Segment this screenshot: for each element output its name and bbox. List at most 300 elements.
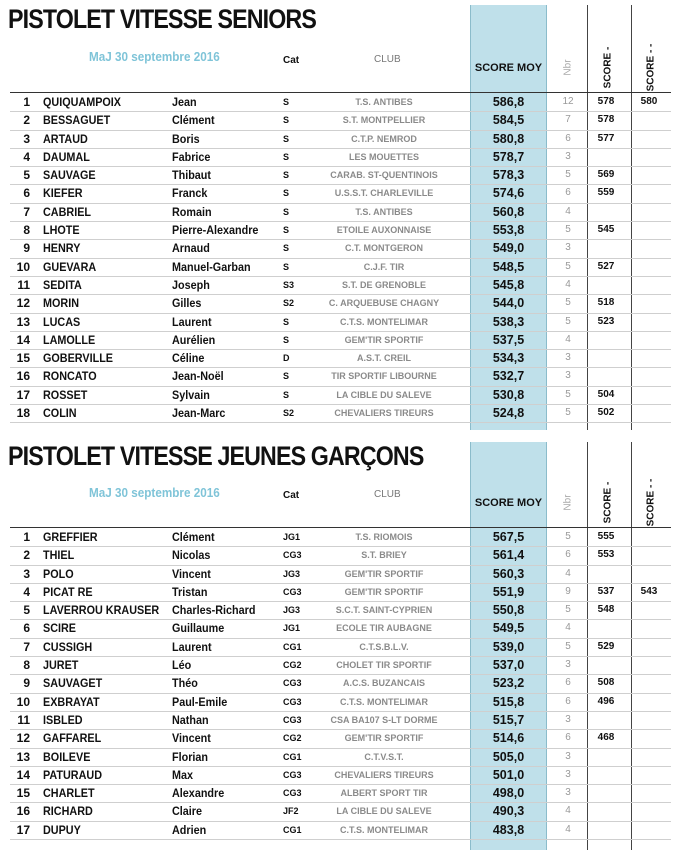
firstname-cell: Tristan xyxy=(172,584,208,599)
table-row xyxy=(0,584,677,602)
table-row xyxy=(0,749,677,767)
rank-cell: 16 xyxy=(16,369,30,384)
club-cell: GEM'TIR SPORTIF xyxy=(344,586,424,597)
firstname-cell: Laurent xyxy=(172,314,212,329)
score-moy-cell: 548,5 xyxy=(492,259,525,274)
nbr-cell: 7 xyxy=(565,114,571,126)
club-cell: A.C.S. BUZANCAIS xyxy=(342,678,425,689)
category-cell: CG3 xyxy=(283,678,302,689)
category-cell: S xyxy=(283,133,290,144)
club-cell: S.T. BRIEY xyxy=(361,550,407,561)
header-club: CLUB xyxy=(374,489,401,500)
category-cell: S xyxy=(283,389,290,400)
surname-cell: LHOTE xyxy=(43,223,80,238)
category-cell: CG2 xyxy=(283,733,302,744)
club-cell: LA CIBLE DU SALEVE xyxy=(336,806,432,817)
nbr-cell: 4 xyxy=(565,622,571,634)
header-score-2: SCORE - - xyxy=(645,478,657,527)
rank-cell: 6 xyxy=(23,186,30,201)
table-row xyxy=(0,149,677,167)
nbr-cell: 5 xyxy=(565,407,571,419)
surname-cell: CHARLET xyxy=(43,786,95,801)
score-2-cell: 580 xyxy=(640,96,658,107)
rank-cell: 18 xyxy=(16,406,30,421)
club-cell: S.C.T. SAINT-CYPRIEN xyxy=(335,605,433,616)
firstname-cell: Adrien xyxy=(172,822,207,837)
firstname-cell: Arnaud xyxy=(172,241,210,256)
nbr-cell: 3 xyxy=(565,750,571,762)
surname-cell: CABRIEL xyxy=(43,204,92,219)
surname-cell: LAVERROU KRAUSER xyxy=(43,603,160,618)
nbr-cell: 6 xyxy=(565,132,571,144)
nbr-cell: 3 xyxy=(565,352,571,364)
firstname-cell: Vincent xyxy=(172,731,211,746)
surname-cell: PATURAUD xyxy=(43,767,103,782)
club-cell: CHEVALIERS TIREURS xyxy=(334,769,434,780)
rank-cell: 9 xyxy=(23,676,30,691)
score-moy-cell: 580,8 xyxy=(492,131,525,146)
surname-cell: HENRY xyxy=(43,241,81,256)
rank-cell: 16 xyxy=(16,804,30,819)
club-cell: C. ARQUEBUSE CHAGNY xyxy=(328,298,440,309)
category-cell: S3 xyxy=(283,279,295,290)
rank-cell: 13 xyxy=(16,749,30,764)
table-row xyxy=(0,387,677,405)
score-moy-cell: 560,3 xyxy=(492,566,525,581)
firstname-cell: Nicolas xyxy=(172,548,211,563)
rank-cell: 8 xyxy=(23,223,30,238)
rank-cell: 1 xyxy=(23,530,30,544)
table-row xyxy=(0,259,677,277)
score-1-cell: 569 xyxy=(597,169,615,181)
surname-cell: THIEL xyxy=(43,548,75,563)
category-cell: S xyxy=(283,243,290,254)
firstname-cell: Pierre-Alexandre xyxy=(172,223,259,238)
table-row xyxy=(0,602,677,620)
table-row xyxy=(0,350,677,368)
nbr-cell: 4 xyxy=(565,333,571,345)
score-moy-cell: 501,0 xyxy=(492,767,525,782)
category-cell: CG1 xyxy=(283,751,302,762)
firstname-cell: Charles-Richard xyxy=(172,603,256,618)
table-row xyxy=(0,657,677,675)
firstname-cell: Vincent xyxy=(172,566,211,581)
rank-cell: 3 xyxy=(23,566,30,581)
firstname-cell: Claire xyxy=(172,804,203,819)
table-row xyxy=(0,694,677,712)
nbr-cell: 5 xyxy=(565,260,571,272)
category-cell: S xyxy=(283,334,290,345)
rank-cell: 9 xyxy=(23,241,30,256)
category-cell: CG1 xyxy=(283,641,302,652)
rank-cell: 3 xyxy=(23,131,30,146)
score-moy-cell: 524,8 xyxy=(492,406,525,421)
score-moy-cell: 539,0 xyxy=(492,639,525,654)
club-cell: C.T.S. MONTELIMAR xyxy=(340,316,428,327)
table-row xyxy=(0,405,677,423)
firstname-cell: Aurélien xyxy=(172,332,216,347)
table-row xyxy=(0,332,677,350)
rank-cell: 5 xyxy=(23,603,30,618)
score-moy-cell: 549,0 xyxy=(492,241,525,256)
score-moy-cell: 515,7 xyxy=(492,712,525,727)
surname-cell: POLO xyxy=(43,566,74,581)
firstname-cell: Léo xyxy=(172,658,192,673)
score-moy-cell: 561,4 xyxy=(492,548,525,563)
category-cell: D xyxy=(283,353,290,364)
rank-cell: 17 xyxy=(16,387,30,402)
surname-cell: EXBRAYAT xyxy=(43,694,100,709)
club-cell: ALBERT SPORT TIR xyxy=(340,788,428,799)
score-moy-cell: 578,3 xyxy=(492,168,525,183)
rank-cell: 14 xyxy=(16,767,30,782)
surname-cell: BESSAGUET xyxy=(43,113,111,128)
score-1-cell: 545 xyxy=(597,224,615,236)
club-cell: C.T.S. MONTELIMAR xyxy=(340,824,428,835)
club-cell: CHEVALIERS TIREURS xyxy=(334,408,434,419)
club-cell: TIR SPORTIF LIBOURNE xyxy=(331,371,437,382)
firstname-cell: Jean xyxy=(172,95,197,109)
score-moy-cell: 574,6 xyxy=(492,186,525,201)
score-1-cell: 468 xyxy=(597,732,615,744)
jeunes-section xyxy=(0,437,677,850)
update-date: MaJ 30 septembre 2016 xyxy=(89,49,220,64)
surname-cell: PICAT RE xyxy=(43,584,93,599)
firstname-cell: Jean-Marc xyxy=(172,406,226,421)
score-moy-cell: 551,9 xyxy=(492,584,525,599)
category-cell: CG1 xyxy=(283,824,302,835)
rank-cell: 7 xyxy=(23,204,30,219)
rank-cell: 15 xyxy=(16,786,30,801)
score-moy-cell: 534,3 xyxy=(492,351,525,366)
table-row xyxy=(0,112,677,130)
header-score-moy: SCORE MOY xyxy=(474,497,543,509)
firstname-cell: Jean-Noël xyxy=(172,369,224,384)
rank-cell: 2 xyxy=(23,113,30,128)
score-1-cell: 555 xyxy=(597,531,615,542)
header-club: CLUB xyxy=(374,54,401,65)
header-rule xyxy=(10,92,671,93)
rank-cell: 14 xyxy=(16,332,30,347)
score-1-cell: 537 xyxy=(597,585,615,597)
surname-cell: SAUVAGET xyxy=(43,676,103,691)
rank-cell: 6 xyxy=(23,621,30,636)
club-cell: C.T.V.S.T. xyxy=(364,751,404,762)
club-cell: CSA BA107 S-LT DORME xyxy=(330,714,438,725)
nbr-cell: 6 xyxy=(565,187,571,199)
category-cell: S xyxy=(283,206,290,217)
firstname-cell: Florian xyxy=(172,749,209,764)
surname-cell: ROSSET xyxy=(43,387,88,402)
update-date: MaJ 30 septembre 2016 xyxy=(89,485,220,500)
nbr-cell: 3 xyxy=(565,713,571,725)
score-moy-cell: 584,5 xyxy=(492,113,525,128)
surname-cell: DAUMAL xyxy=(43,149,90,164)
surname-cell: LAMOLLE xyxy=(43,332,96,347)
rank-cell: 2 xyxy=(23,548,30,563)
surname-cell: GREFFIER xyxy=(43,530,98,544)
rank-cell: 12 xyxy=(16,296,30,311)
rank-cell: 11 xyxy=(17,712,30,727)
surname-cell: RONCATO xyxy=(43,369,97,384)
header-nbr: Nbr xyxy=(562,59,574,76)
category-cell: CG3 xyxy=(283,696,302,707)
category-cell: S xyxy=(283,115,290,126)
category-cell: JG1 xyxy=(283,532,301,542)
nbr-cell: 5 xyxy=(565,297,571,309)
score-moy-cell: 537,5 xyxy=(492,332,525,347)
category-cell: S2 xyxy=(283,298,295,309)
rank-cell: 1 xyxy=(23,95,30,109)
firstname-cell: Alexandre xyxy=(172,786,225,801)
nbr-cell: 12 xyxy=(562,96,574,107)
surname-cell: KIEFER xyxy=(43,186,83,201)
category-cell: S xyxy=(283,225,290,236)
score-moy-cell: 578,7 xyxy=(492,149,525,164)
score-moy-cell: 553,8 xyxy=(492,223,525,238)
surname-cell: GOBERVILLE xyxy=(43,351,114,366)
club-cell: C.J.F. TIR xyxy=(363,261,405,272)
category-cell: JG3 xyxy=(283,568,301,579)
table-row xyxy=(0,620,677,638)
score-moy-cell: 586,8 xyxy=(492,95,525,109)
club-cell: CHOLET TIR SPORTIF xyxy=(336,660,432,671)
nbr-cell: 3 xyxy=(565,242,571,254)
table-row xyxy=(0,785,677,803)
nbr-cell: 4 xyxy=(565,805,571,817)
nbr-cell: 3 xyxy=(565,768,571,780)
category-cell: JG3 xyxy=(283,605,301,616)
nbr-cell: 5 xyxy=(565,531,571,542)
firstname-cell: Théo xyxy=(172,676,198,691)
nbr-cell: 5 xyxy=(565,388,571,400)
firstname-cell: Clément xyxy=(172,530,215,544)
table-row xyxy=(0,712,677,730)
score-1-cell: 523 xyxy=(597,315,615,327)
nbr-cell: 6 xyxy=(565,732,571,744)
score-1-cell: 502 xyxy=(597,407,615,419)
score-moy-cell: 483,8 xyxy=(492,822,525,837)
nbr-cell: 3 xyxy=(565,659,571,671)
header-score-2: SCORE - - xyxy=(645,43,657,92)
score-moy-cell: 498,0 xyxy=(492,786,525,801)
nbr-cell: 5 xyxy=(565,169,571,181)
nbr-cell: 9 xyxy=(565,585,571,597)
club-cell: C.T. MONTGERON xyxy=(345,243,423,254)
surname-cell: MORIN xyxy=(43,296,79,311)
surname-cell: JURET xyxy=(43,658,79,673)
score-moy-cell: 567,5 xyxy=(492,530,525,544)
nbr-cell: 6 xyxy=(565,677,571,689)
club-cell: U.S.S.T. CHARLEVILLE xyxy=(334,188,434,199)
score-1-cell: 529 xyxy=(597,640,615,652)
surname-cell: SAUVAGE xyxy=(43,168,96,183)
surname-cell: GUEVARA xyxy=(43,259,97,274)
nbr-cell: 5 xyxy=(565,315,571,327)
header-cat: Cat xyxy=(283,55,300,66)
header-score-1: SCORE - xyxy=(602,46,614,89)
club-cell: C.T.S. MONTELIMAR xyxy=(340,696,428,707)
table-row xyxy=(0,803,677,821)
table-row xyxy=(0,314,677,332)
score-moy-cell: 545,8 xyxy=(492,277,525,292)
surname-cell: LUCAS xyxy=(43,314,81,329)
firstname-cell: Sylvain xyxy=(172,387,210,402)
seniors-title: PISTOLET VITESSE SENIORS xyxy=(8,4,316,34)
table-row xyxy=(0,240,677,258)
firstname-cell: Joseph xyxy=(172,277,210,292)
surname-cell: QUIQUAMPOIX xyxy=(43,95,122,109)
score-moy-cell: 515,8 xyxy=(492,694,525,709)
table-row xyxy=(0,767,677,785)
rank-cell: 4 xyxy=(23,584,30,599)
club-cell: A.S.T. CREIL xyxy=(356,353,411,364)
score-moy-cell: 549,5 xyxy=(492,621,525,636)
category-cell: S xyxy=(283,261,290,272)
club-cell: ETOILE AUXONNAISE xyxy=(336,225,432,236)
header-rule xyxy=(10,527,671,528)
surname-cell: RICHARD xyxy=(43,804,93,819)
category-cell: CG3 xyxy=(283,586,302,597)
rank-cell: 7 xyxy=(23,639,30,654)
header-score-1: SCORE - xyxy=(602,481,614,524)
category-cell: CG3 xyxy=(283,788,302,799)
score-1-cell: 504 xyxy=(597,388,615,400)
score-1-cell: 553 xyxy=(597,549,615,561)
surname-cell: ARTAUD xyxy=(43,131,88,146)
club-cell: GEM'TIR SPORTIF xyxy=(344,334,424,345)
firstname-cell: Boris xyxy=(172,131,200,146)
row-divider xyxy=(10,839,671,840)
score-1-cell: 548 xyxy=(597,604,615,616)
club-cell: LES MOUETTES xyxy=(348,151,419,162)
firstname-cell: Franck xyxy=(172,186,208,201)
nbr-cell: 4 xyxy=(565,823,571,835)
club-cell: S.T. DE GRENOBLE xyxy=(341,279,426,290)
category-cell: JF2 xyxy=(283,806,299,817)
club-cell: C.T.S.B.L.V. xyxy=(359,641,409,652)
category-cell: CG2 xyxy=(283,660,302,671)
rank-cell: 10 xyxy=(16,259,30,274)
category-cell: S xyxy=(283,316,290,327)
category-cell: JG1 xyxy=(283,623,301,634)
club-cell: T.S. ANTIBES xyxy=(355,206,413,217)
table-row xyxy=(0,529,677,547)
surname-cell: GAFFAREL xyxy=(43,731,102,746)
nbr-cell: 6 xyxy=(565,549,571,561)
rank-cell: 13 xyxy=(16,314,30,329)
score-1-cell: 508 xyxy=(597,677,615,689)
category-cell: CG3 xyxy=(283,769,302,780)
nbr-cell: 5 xyxy=(565,224,571,236)
firstname-cell: Paul-Emile xyxy=(172,694,228,709)
score-moy-cell: 550,8 xyxy=(492,603,525,618)
club-cell: S.T. MONTPELLIER xyxy=(342,115,426,126)
score-moy-cell: 490,3 xyxy=(492,804,525,819)
club-cell: CARAB. ST-QUENTINOIS xyxy=(330,170,438,181)
table-row xyxy=(0,295,677,313)
header-cat: Cat xyxy=(283,490,300,501)
category-cell: CG3 xyxy=(283,714,302,725)
score-2-cell: 543 xyxy=(640,585,658,597)
category-cell: S xyxy=(283,371,290,382)
surname-cell: CUSSIGH xyxy=(43,639,93,654)
club-cell: C.T.P. NEMROD xyxy=(351,133,417,144)
header-nbr: Nbr xyxy=(562,494,574,511)
category-cell: S xyxy=(283,151,290,162)
table-row xyxy=(0,730,677,748)
rank-cell: 15 xyxy=(16,351,30,366)
club-cell: LA CIBLE DU SALEVE xyxy=(336,389,432,400)
rank-cell: 17 xyxy=(16,822,30,837)
rank-cell: 5 xyxy=(23,168,30,183)
firstname-cell: Céline xyxy=(172,351,205,366)
header-score-moy: SCORE MOY xyxy=(474,62,543,74)
nbr-cell: 3 xyxy=(565,150,571,162)
jeunes-title: PISTOLET VITESSE JEUNES GARÇONS xyxy=(8,441,424,471)
nbr-cell: 4 xyxy=(565,205,571,217)
surname-cell: SEDITA xyxy=(43,277,82,292)
club-cell: T.S. RIOMOIS xyxy=(355,532,413,542)
score-1-cell: 577 xyxy=(597,132,615,144)
category-cell: S xyxy=(283,170,290,181)
firstname-cell: Romain xyxy=(172,204,212,219)
score-1-cell: 578 xyxy=(597,96,615,107)
firstname-cell: Guillaume xyxy=(172,621,225,636)
firstname-cell: Clément xyxy=(172,113,215,128)
firstname-cell: Gilles xyxy=(172,296,202,311)
score-1-cell: 559 xyxy=(597,187,615,199)
category-cell: S2 xyxy=(283,408,295,419)
rank-cell: 11 xyxy=(17,277,30,292)
table-row xyxy=(0,639,677,657)
table-row xyxy=(0,277,677,295)
score-1-cell: 496 xyxy=(597,695,615,707)
nbr-cell: 4 xyxy=(565,278,571,290)
firstname-cell: Laurent xyxy=(172,639,212,654)
table-row xyxy=(0,822,677,840)
table-row xyxy=(0,131,677,149)
score-moy-cell: 544,0 xyxy=(492,296,525,311)
score-1-cell: 578 xyxy=(597,114,615,126)
score-moy-cell: 532,7 xyxy=(492,369,525,384)
score-moy-cell: 530,8 xyxy=(492,387,525,402)
nbr-cell: 5 xyxy=(565,640,571,652)
rank-cell: 8 xyxy=(23,658,30,673)
rank-cell: 10 xyxy=(16,694,30,709)
table-row xyxy=(0,185,677,203)
row-divider xyxy=(10,422,671,423)
table-row xyxy=(0,675,677,693)
table-row xyxy=(0,547,677,565)
nbr-cell: 3 xyxy=(565,787,571,799)
table-row xyxy=(0,204,677,222)
surname-cell: COLIN xyxy=(43,406,77,421)
table-row xyxy=(0,222,677,240)
score-1-cell: 518 xyxy=(597,297,615,309)
seniors-table xyxy=(0,94,677,423)
jeunes-table xyxy=(0,529,677,840)
score-moy-cell: 505,0 xyxy=(492,749,525,764)
club-cell: T.S. ANTIBES xyxy=(355,97,413,107)
score-1-cell: 527 xyxy=(597,260,615,272)
table-row xyxy=(0,94,677,112)
table-row xyxy=(0,566,677,584)
surname-cell: SCIRE xyxy=(43,621,77,636)
surname-cell: BOILEVE xyxy=(43,749,91,764)
nbr-cell: 5 xyxy=(565,604,571,616)
category-cell: CG3 xyxy=(283,550,302,561)
